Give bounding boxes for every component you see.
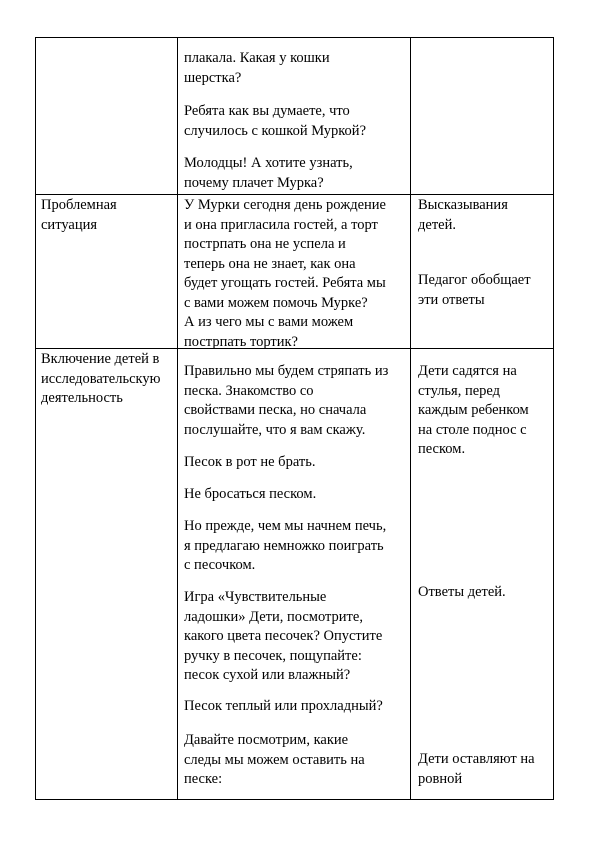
table-border-right: [553, 37, 554, 800]
teacher-paragraph: Давайте посмотрим, какие следы мы можем оставить на песке:: [184, 732, 365, 787]
teacher-paragraph: Молодцы! А хотите узнать, почему плачет Мурка?: [184, 155, 353, 191]
teacher-paragraph: Песок в рот не брать.: [184, 454, 316, 470]
children-note: Дети садятся на стулья, перед каждым ребенком на столе поднос с песком.: [418, 363, 529, 457]
stage-label: Включение детей в исследовательскую деятельность: [41, 351, 161, 406]
stage-label: Проблемная ситуация: [41, 197, 117, 233]
teacher-paragraph: У Мурки сегодня день рождение и она пригласила гостей, а торт пострпать она не успела и теперь она не знает, как она будет угощать гостей. Ребята мы с вами можем помочь Мурке? А из чего мы с вами можем пострпать тортик?: [184, 197, 386, 350]
table-border-top: [35, 37, 554, 38]
children-note: Педагог обобщает эти ответы: [418, 272, 531, 308]
children-note: Высказывания детей.: [418, 197, 508, 233]
row-divider-1: [35, 194, 554, 195]
table-border-left: [35, 37, 36, 800]
column-divider-1: [177, 37, 178, 800]
children-note: Ответы детей.: [418, 584, 506, 600]
teacher-paragraph: плакала. Какая у кошки шерстка?: [184, 50, 330, 86]
table-border-bottom: [35, 799, 554, 800]
teacher-paragraph: Песок теплый или прохладный?: [184, 698, 383, 714]
teacher-paragraph: Ребята как вы думаете, что случилось с кошкой Муркой?: [184, 103, 367, 139]
children-note: Дети оставляют на ровной: [418, 751, 535, 787]
teacher-paragraph: Игра «Чувствительные ладошки» Дети, посмотрите, какого цвета песочек? Опустите ручку в песочек, пощупайте: песок сухой или влажный?: [184, 589, 383, 683]
column-divider-2: [410, 37, 411, 800]
teacher-paragraph: Правильно мы будем стряпать из песка. Знакомство со свойствами песка, но сначала послушайте, что я вам скажу.: [184, 363, 389, 438]
teacher-paragraph: Но прежде, чем мы начнем печь, я предлагаю немножко поиграть с песочком.: [184, 518, 387, 573]
teacher-paragraph: Не бросаться песком.: [184, 486, 317, 502]
